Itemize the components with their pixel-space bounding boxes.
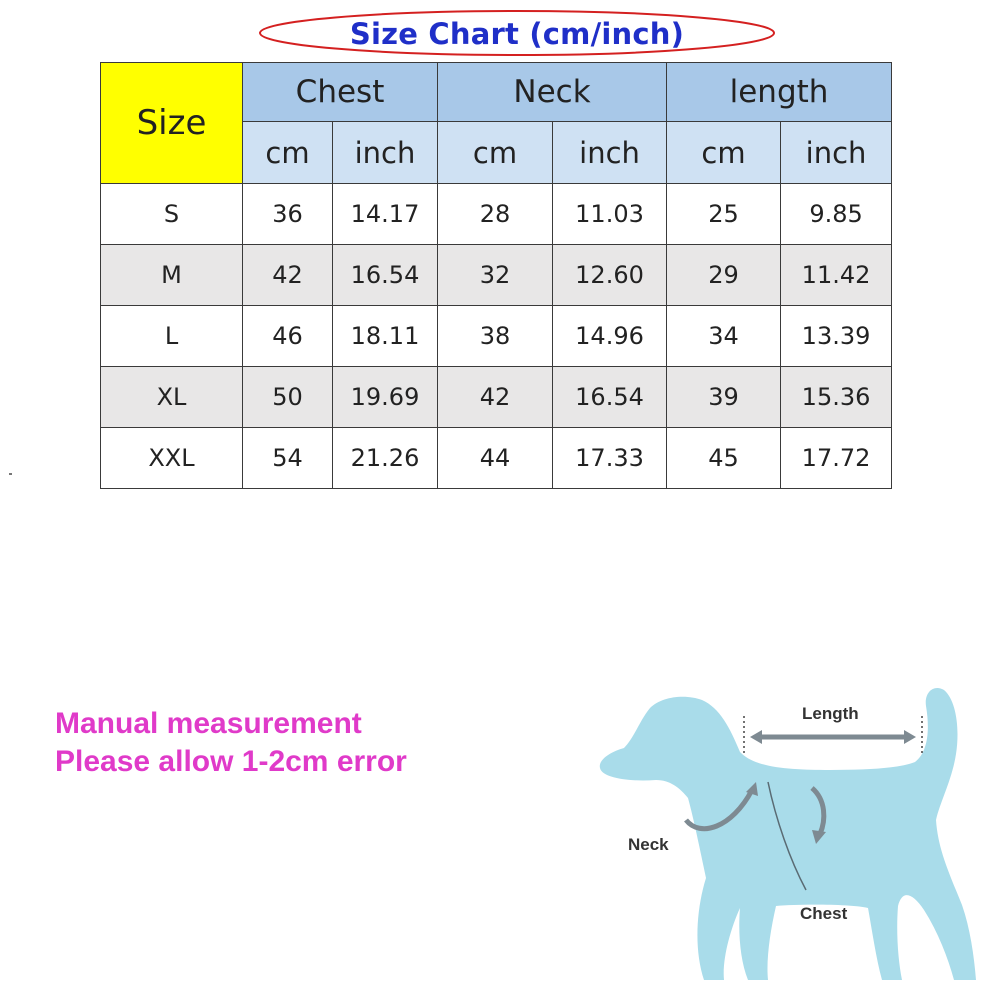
table-row — [101, 184, 892, 245]
value-cell: 14.17 — [333, 184, 438, 245]
value-cell: 54 — [243, 428, 333, 489]
chest-label: Chest — [800, 904, 848, 923]
note-line-2: Please allow 1-2cm error — [55, 745, 407, 778]
chart-title-text: Size Chart (cm/inch) — [349, 17, 685, 51]
value-cell: 46 — [243, 306, 333, 367]
value-cell: 19.69 — [333, 367, 438, 428]
unit-header: inch — [553, 122, 667, 184]
unit-header: cm — [667, 122, 781, 184]
value-cell: 29 — [667, 245, 781, 306]
unit-header: inch — [781, 122, 892, 184]
size-cell: XXL — [101, 428, 243, 489]
table-row — [101, 245, 892, 306]
size-header: Size — [101, 63, 243, 184]
value-cell: 42 — [438, 367, 553, 428]
value-cell: 17.33 — [553, 428, 667, 489]
value-cell: 18.11 — [333, 306, 438, 367]
size-cell: XL — [101, 367, 243, 428]
measurement-note — [55, 705, 407, 781]
group-header-row — [101, 63, 892, 122]
stray-mark — [9, 473, 12, 475]
size-cell: S — [101, 184, 243, 245]
unit-header: cm — [243, 122, 333, 184]
value-cell: 16.54 — [553, 367, 667, 428]
value-cell: 38 — [438, 306, 553, 367]
length-label: Length — [802, 704, 859, 723]
value-cell: 9.85 — [781, 184, 892, 245]
value-cell: 36 — [243, 184, 333, 245]
length-arrow-right-head — [904, 730, 916, 744]
value-cell: 45 — [667, 428, 781, 489]
value-cell: 25 — [667, 184, 781, 245]
size-table — [100, 62, 892, 489]
value-cell: 12.60 — [553, 245, 667, 306]
value-cell: 16.54 — [333, 245, 438, 306]
value-cell: 11.42 — [781, 245, 892, 306]
length-arrow-left-head — [750, 730, 762, 744]
size-cell: M — [101, 245, 243, 306]
value-cell: 50 — [243, 367, 333, 428]
size-cell: L — [101, 306, 243, 367]
unit-header: cm — [438, 122, 553, 184]
group-header-neck: Neck — [438, 63, 667, 122]
value-cell: 34 — [667, 306, 781, 367]
unit-header: inch — [333, 122, 438, 184]
value-cell: 42 — [243, 245, 333, 306]
value-cell: 44 — [438, 428, 553, 489]
neck-label: Neck — [628, 835, 669, 854]
value-cell: 13.39 — [781, 306, 892, 367]
group-header-chest: Chest — [243, 63, 438, 122]
value-cell: 39 — [667, 367, 781, 428]
table-row — [101, 428, 892, 489]
value-cell: 28 — [438, 184, 553, 245]
value-cell: 14.96 — [553, 306, 667, 367]
value-cell: 17.72 — [781, 428, 892, 489]
value-cell: 21.26 — [333, 428, 438, 489]
group-header-length: length — [667, 63, 892, 122]
value-cell: 15.36 — [781, 367, 892, 428]
note-line-1: Manual measurement — [55, 707, 362, 740]
chart-title — [258, 8, 776, 58]
table-row — [101, 306, 892, 367]
table-row — [101, 367, 892, 428]
value-cell: 32 — [438, 245, 553, 306]
value-cell: 11.03 — [553, 184, 667, 245]
dog-measurement-diagram — [590, 670, 1000, 1000]
